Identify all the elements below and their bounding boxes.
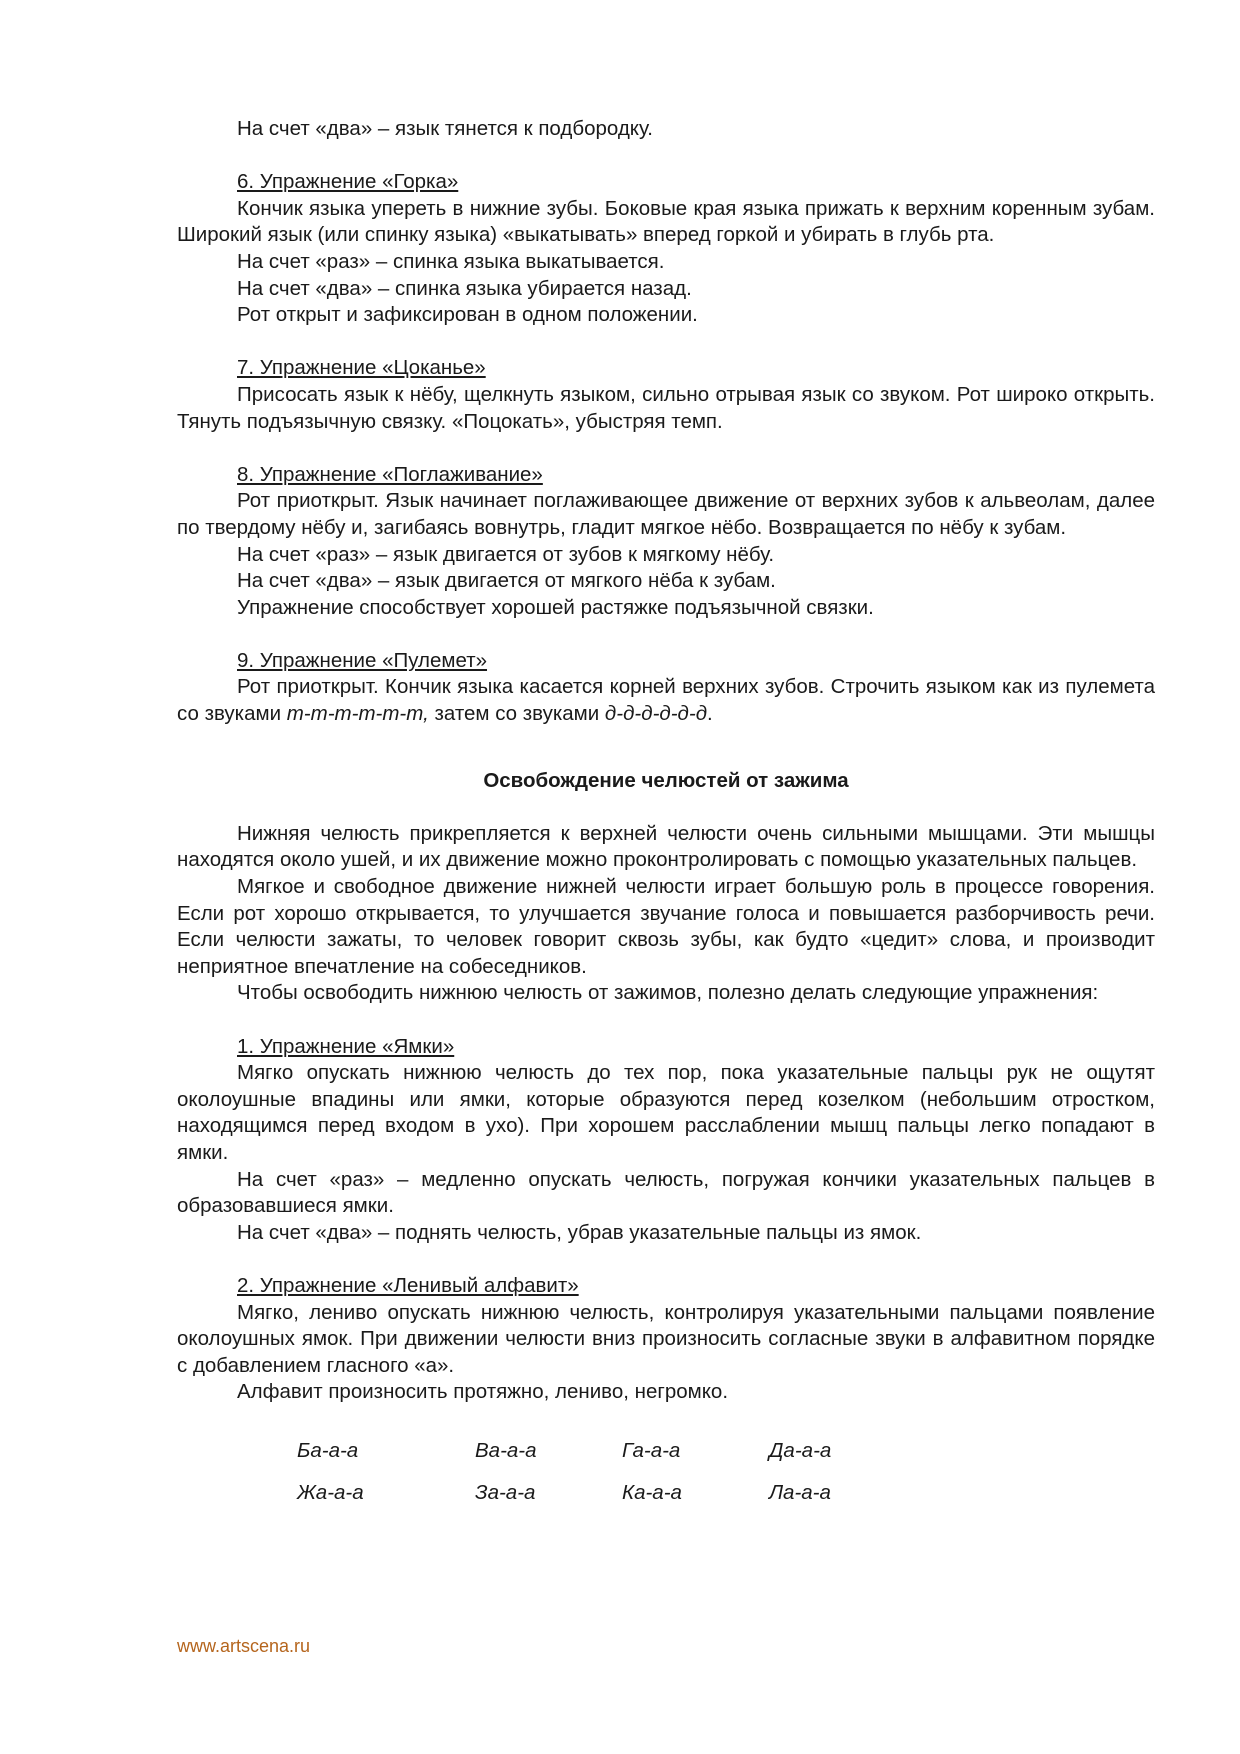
syllable: За-а-а bbox=[475, 1480, 536, 1504]
footer-url: www.artscena.ru bbox=[177, 1636, 311, 1656]
syllable: Ла-а-а bbox=[769, 1480, 831, 1504]
exercise-heading-j1: 1. Упражнение «Ямки» bbox=[237, 1034, 455, 1058]
exercise-heading-j2: 2. Упражнение «Ленивый алфавит» bbox=[237, 1273, 579, 1297]
syllable: Ва-а-а bbox=[475, 1438, 537, 1462]
section-title: Освобождение челюстей от зажима bbox=[483, 768, 849, 792]
paragraph: Мягко опускать нижнюю челюсть до тех пор, пока указательные пальцы рук не ощутят околоушные впадины или ямки, которые образуются перед козелком (небольшим отростком, находящимся перед входом в ухо). При хорошем расслаблении мышц пальцы легко попадают в ямки. bbox=[177, 1061, 1155, 1164]
text-run: . bbox=[707, 702, 713, 726]
exercise-heading-9: 9. Упражнение «Пулемет» bbox=[237, 648, 488, 672]
syllable: Да-а-а bbox=[769, 1438, 832, 1462]
text-line: Алфавит произносить протяжно, лениво, негромко. bbox=[237, 1380, 729, 1404]
syllable: Жа-а-а bbox=[297, 1480, 364, 1504]
exercise-heading-8: 8. Упражнение «Поглаживание» bbox=[237, 462, 543, 486]
text-line: Рот открыт и зафиксирован в одном положении. bbox=[237, 303, 698, 327]
exercise-heading-7: 7. Упражнение «Цоканье» bbox=[237, 356, 486, 380]
paragraph: Чтобы освободить нижнюю челюсть от зажимов, полезно делать следующие упражнения: bbox=[237, 981, 1099, 1005]
paragraph: Рот приоткрыт. Язык начинает поглаживающее движение от верхних зубов к альвеолам, далее по твердому нёбу и, загибаясь вовнутрь, гладит мягкое нёбо. Возвращается по нёбу к зубам. bbox=[177, 489, 1155, 539]
document-page bbox=[177, 116, 1155, 1522]
syllable: Ка-а-а bbox=[622, 1480, 682, 1504]
sound-sequence-d: д-д-д-д-д-д bbox=[604, 702, 708, 726]
paragraph: Присосать язык к нёбу, щелкнуть языком, сильно отрывая язык со звуком. Рот широко открыть. Тянуть подъязычную связку. «Поцокать», убыстряя темп. bbox=[177, 382, 1155, 433]
text-line: На счет «два» – спинка языка убирается назад. bbox=[237, 276, 692, 300]
text-run: Рот приоткрыт. Кончик языка касается корней верхних зубов. Строчить языком как из пулемета со звуками bbox=[177, 675, 1155, 726]
text-line: Упражнение способствует хорошей растяжке подъязычной связки. bbox=[237, 595, 874, 619]
syllable: Га-а-а bbox=[622, 1438, 681, 1462]
syllable-grid bbox=[177, 1422, 1155, 1522]
paragraph: На счет «раз» – медленно опускать челюсть, погружая кончики указательных пальцев в образовавшиеся ямки. bbox=[177, 1167, 1155, 1218]
paragraph: Мягко, лениво опускать нижнюю челюсть, контролируя указательными пальцами появление околоушных ямок. При движении челюсти вниз произносить согласные звуки в алфавитном порядке с добавлением гласного «а». bbox=[177, 1300, 1155, 1377]
text-line: На счет «два» – язык двигается от мягкого нёба к зубам. bbox=[237, 569, 776, 593]
text-run: затем со звуками bbox=[428, 702, 605, 726]
exercise-heading-6: 6. Упражнение «Горка» bbox=[237, 170, 459, 194]
text-line: На счет «два» – поднять челюсть, убрав указательные пальцы из ямок. bbox=[237, 1220, 922, 1244]
text-line: На счет «раз» – спинка языка выкатывается. bbox=[237, 249, 665, 273]
sound-sequence-t: т-т-т-т-т-т, bbox=[286, 702, 429, 726]
paragraph: Нижняя челюсть прикрепляется к верхней челюсти очень сильными мышцами. Эти мышцы находятся около ушей, и их движение можно проконтролировать с помощью указательных пальцев. bbox=[177, 821, 1155, 872]
paragraph: Мягкое и свободное движение нижней челюсти играет большую роль в процессе говорения. Если рот хорошо открывается, то улучшается звучание голоса и повышается разборчивость речи. Если челюсти зажаты, то человек говорит сквозь зубы, как будто «цедит» слова, и производит неприятное впечатление на собеседников. bbox=[177, 875, 1155, 978]
syllable: Ба-а-а bbox=[297, 1438, 359, 1462]
paragraph: Кончик языка упереть в нижние зубы. Боковые края языка прижать к верхним коренным зубам. Широкий язык (или спинку языка) «выкатывать» вперед горкой и убирать в глубь рта. bbox=[177, 196, 1155, 247]
text-line: На счет «два» – язык тянется к подбородку. bbox=[237, 117, 653, 140]
paragraph bbox=[177, 674, 1155, 727]
text-line: На счет «раз» – язык двигается от зубов к мягкому нёбу. bbox=[237, 542, 775, 566]
